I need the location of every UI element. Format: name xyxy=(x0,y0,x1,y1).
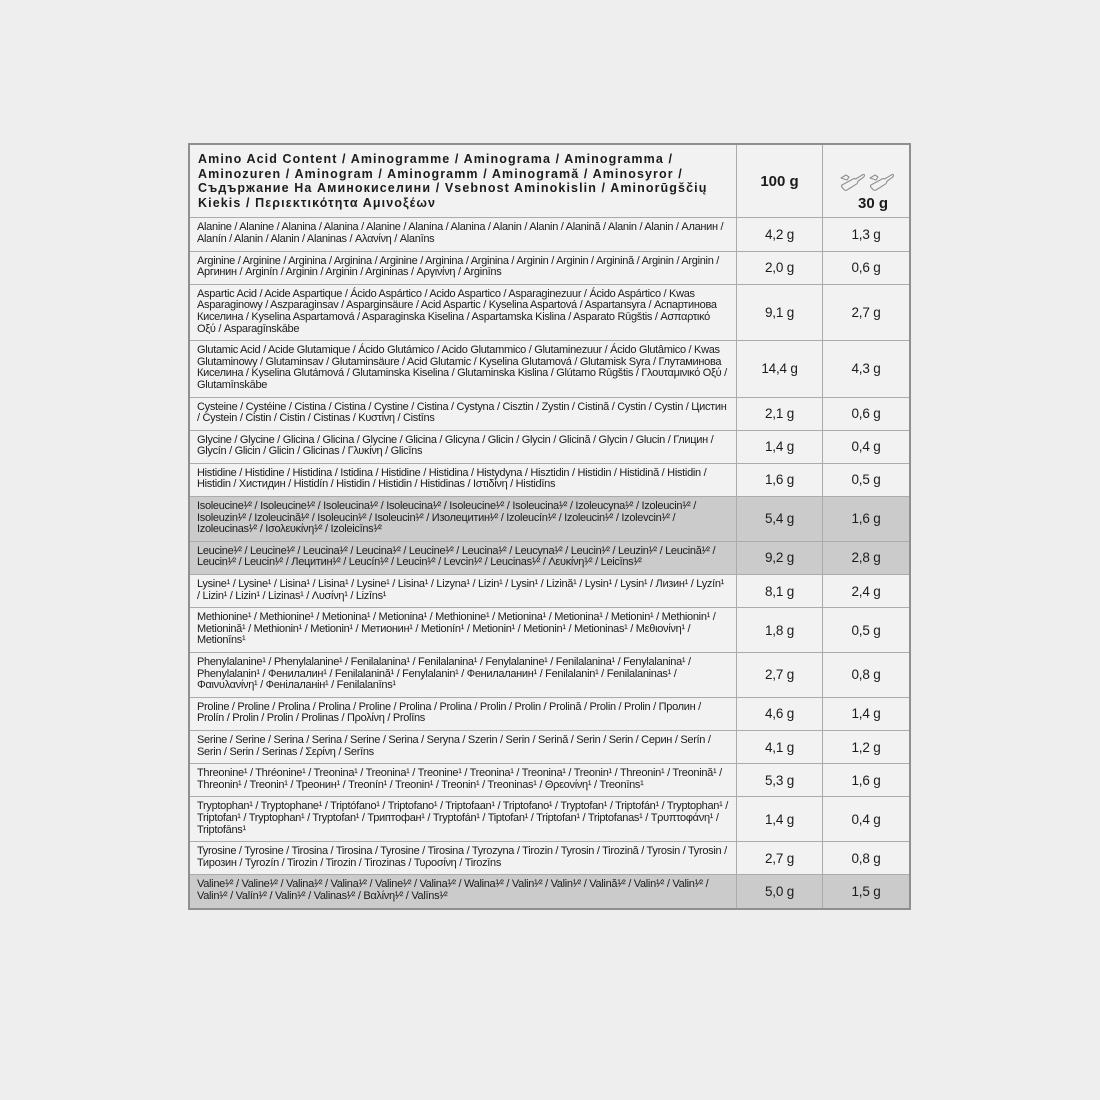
value-100g: 5,4 g xyxy=(736,497,822,541)
value-100g: 1,4 g xyxy=(736,431,822,463)
table-row xyxy=(190,841,909,874)
amino-name: Aspartic Acid / Acide Aspartique / Ácido Aspártico / Acido Aspartico / Asparaginezuur / Ácido Aspártico / Kwas Asparaginowy / Aszparaginsav / Asparginsäure / Acid Aspartic / Kyselina Aspartová / Aspartansyra / Аспартинова Киселина / Kyselina Aspartamová / Asparaginska Kiselina / Aspartamska Kislina / Asparato Rūgštis / Ασπαρτικό Οξύ / Asparagīnskābe xyxy=(190,285,736,340)
table-row xyxy=(190,697,909,730)
amino-name: Leucine¹⁄² / Leucine¹⁄² / Leucina¹⁄² / Leucina¹⁄² / Leucine¹⁄² / Leucina¹⁄² / Leucyna¹⁄² / Leucin¹⁄² / Leuzin¹⁄² / Leucină¹⁄² / Leucin¹⁄² / Leucin¹⁄² / Лецитин¹⁄² / Leucín¹⁄² / Leucin¹⁄² / Levcin¹⁄² / Leucinas¹⁄² / Λευκίνη¹⁄² / Leicīns¹⁄² xyxy=(190,542,736,574)
table-header-row xyxy=(190,145,909,217)
amino-name: Phenylalanine¹ / Phenylalanine¹ / Fenilalanina¹ / Fenilalanina¹ / Fenylalanine¹ / Fenilalanina¹ / Fenylalanina¹ / Phenylalanin¹ / Фенилалин¹ / Fenilalanină¹ / Fenylalanin¹ / Фенилаланин¹ / Fenilalanin¹ / Fenilalaninas¹ / Φαινυλανίνη¹ / Фенілаланін¹ / Fenilalanīns¹ xyxy=(190,653,736,697)
value-30g: 0,5 g xyxy=(822,464,909,496)
amino-name: Threonine¹ / Thréonine¹ / Treonina¹ / Treonina¹ / Treonine¹ / Treonina¹ / Treonina¹ / Treonin¹ / Threonin¹ / Treonină¹ / Threonin¹ / Treonin¹ / Треонин¹ / Treonín¹ / Treonin¹ / Treonin¹ / Treoninas¹ / Θρεονίνη¹ / Treonīns¹ xyxy=(190,764,736,796)
amino-name: Tryptophan¹ / Tryptophane¹ / Triptófano¹ / Triptofano¹ / Triptofaan¹ / Triptofano¹ / Tryptofan¹ / Triptofán¹ / Tryptophan¹ / Triptofan¹ / Tryptophan¹ / Tryptofan¹ / Триптофан¹ / Tryptofán¹ / Tiptofan¹ / Triptofan¹ / Triptofanas¹ / Τρυπτοφάνη¹ / Triptofāns¹ xyxy=(190,797,736,841)
amino-name: Glutamic Acid / Acide Glutamique / Ácido Glutámico / Acido Glutammico / Glutaminezuur / Ácido Glutâmico / Kwas Glutaminowy / Glutaminsav / Glutaminsäure / Acid Glutamic / Kyselina Glutamová / Glutamisk Syra / Глутаминова Киселина / Kyselina Glutámová / Glutaminska Kiselina / Glutaminska Kislina / Glútamo Rūgštis / Γλουταμινικό Οξύ / Glutamīnskābe xyxy=(190,341,736,396)
table-row xyxy=(190,574,909,607)
value-30g: 0,6 g xyxy=(822,252,909,284)
value-30g: 1,3 g xyxy=(822,218,909,250)
value-100g: 1,4 g xyxy=(736,797,822,841)
amino-name: Glycine / Glycine / Glicina / Glicina / Glycine / Glicina / Glicyna / Glicin / Glycin / Glicină / Glycin / Glucin / Глицин / Glycín / Glicin / Glicin / Glicinas / Γλυκίνη / Glicīns xyxy=(190,431,736,463)
table-row xyxy=(190,463,909,496)
table-row xyxy=(190,217,909,250)
value-30g: 1,2 g xyxy=(822,731,909,763)
amino-acid-table xyxy=(188,143,911,910)
value-100g: 2,7 g xyxy=(736,842,822,874)
value-100g: 1,8 g xyxy=(736,608,822,652)
table-row xyxy=(190,251,909,284)
value-100g: 14,4 g xyxy=(736,341,822,396)
amino-name: Isoleucine¹⁄² / Isoleucine¹⁄² / Isoleucina¹⁄² / Isoleucina¹⁄² / Isoleucine¹⁄² / Isoleucina¹⁄² / Izoleucyna¹⁄² / Izoleucin¹⁄² / Isoleuzin¹⁄² / Izoleucină¹⁄² / Isoleucin¹⁄² / Isoleucin¹⁄² / Изолецитин¹⁄² / Izoleucín¹⁄² / Izoleucin¹⁄² / Izolevcin¹⁄² / Izoleucinas¹⁄² / Ισολευκίνη¹⁄² / Izoleicīns¹⁄² xyxy=(190,497,736,541)
amino-name: Proline / Proline / Prolina / Prolina / Proline / Prolina / Prolina / Prolin / Prolin / Prolină / Prolin / Prolin / Пролин / Prolín / Prolin / Prolin / Prolinas / Προλίνη / Prolīns xyxy=(190,698,736,730)
value-30g: 1,6 g xyxy=(822,764,909,796)
table-row xyxy=(190,541,909,574)
table-row xyxy=(190,496,909,541)
value-100g: 4,1 g xyxy=(736,731,822,763)
value-100g: 2,7 g xyxy=(736,653,822,697)
column-header-30g xyxy=(822,145,909,217)
value-30g: 0,4 g xyxy=(822,431,909,463)
table-row xyxy=(190,340,909,396)
value-30g: 2,4 g xyxy=(822,575,909,607)
value-30g: 1,6 g xyxy=(822,497,909,541)
table-row xyxy=(190,652,909,697)
value-100g: 9,1 g xyxy=(736,285,822,340)
amino-name: Alanine / Alanine / Alanina / Alanina / Alanine / Alanina / Alanina / Alanin / Alanin / Alanină / Alanin / Alanin / Аланин / Alanín / Alanin / Alanin / Alaninas / Αλανίνη / Alanīns xyxy=(190,218,736,250)
table-row xyxy=(190,430,909,463)
value-30g: 0,4 g xyxy=(822,797,909,841)
value-30g: 0,8 g xyxy=(822,653,909,697)
amino-name: Valine¹⁄² / Valine¹⁄² / Valina¹⁄² / Valina¹⁄² / Valine¹⁄² / Valina¹⁄² / Walina¹⁄² / Valin¹⁄² / Valin¹⁄² / Valină¹⁄² / Valin¹⁄² / Valin¹⁄² / Valin¹⁄² / Valín¹⁄² / Valin¹⁄² / Valinas¹⁄² / Βαλίνη¹⁄² / Valīns¹⁄² xyxy=(190,875,736,907)
value-30g: 1,5 g xyxy=(822,875,909,907)
amino-name: Tyrosine / Tyrosine / Tirosina / Tirosina / Tyrosine / Tirosina / Tyrozyna / Tirozin / Tyrosin / Tirozină / Tyrosin / Tyrosin / Тирозин / Tyrozín / Tirozin / Tirozin / Tirozinas / Τυροσίνη / Tirozīns xyxy=(190,842,736,874)
value-100g: 5,0 g xyxy=(736,875,822,907)
table-row xyxy=(190,730,909,763)
amino-name: Cysteine / Cystéine / Cistina / Cistina / Cystine / Cistina / Cystyna / Cisztin / Zystin / Cistină / Cystin / Cystin / Цистин / Cystein / Cistin / Cistin / Cistinas / Κυστίνη / Cistīns xyxy=(190,398,736,430)
value-100g: 8,1 g xyxy=(736,575,822,607)
table-row xyxy=(190,763,909,796)
value-100g: 9,2 g xyxy=(736,542,822,574)
value-100g: 4,2 g xyxy=(736,218,822,250)
value-30g: 0,8 g xyxy=(822,842,909,874)
value-100g: 2,0 g xyxy=(736,252,822,284)
amino-name: Serine / Serine / Serina / Serina / Serine / Serina / Seryna / Szerin / Serin / Serină / Serin / Serin / Серин / Serín / Serin / Serin / Serinas / Σερίνη / Serīns xyxy=(190,731,736,763)
table-row xyxy=(190,607,909,652)
value-100g: 4,6 g xyxy=(736,698,822,730)
value-30g: 0,6 g xyxy=(822,398,909,430)
amino-name: Methionine¹ / Methionine¹ / Metionina¹ / Metionina¹ / Methionine¹ / Metionina¹ / Metionina¹ / Metionin¹ / Methionin¹ / Metionină¹ / Methionin¹ / Metionin¹ / Метионин¹ / Metionín¹ / Metionin¹ / Metionin¹ / Metioninas¹ / Μεθιονίνη¹ / Metionīns¹ xyxy=(190,608,736,652)
value-30g: 2,7 g xyxy=(822,285,909,340)
value-100g: 1,6 g xyxy=(736,464,822,496)
table-row xyxy=(190,284,909,340)
amino-name: Lysine¹ / Lysine¹ / Lisina¹ / Lisina¹ / Lysine¹ / Lisina¹ / Lizyna¹ / Lizin¹ / Lysin¹ / Lizină¹ / Lysin¹ / Lysin¹ / Лизин¹ / Lyzín¹ / Lizin¹ / Lizin¹ / Lizinas¹ / Λυσίνη¹ / Lizīns¹ xyxy=(190,575,736,607)
value-100g: 2,1 g xyxy=(736,398,822,430)
column-header-100g: 100 g xyxy=(736,145,822,217)
measuring-scoop-icon xyxy=(839,172,865,192)
measuring-scoop-icon xyxy=(868,172,894,192)
amino-name: Histidine / Histidine / Histidina / Istidina / Histidine / Histidina / Histydyna / Hisztidin / Histidin / Histidină / Histidin / Histidin / Хистидин / Histidín / Histidin / Histidin / Histidinas / Ιστιδίνη / Histidīns xyxy=(190,464,736,496)
table-row xyxy=(190,874,909,907)
table-row xyxy=(190,796,909,841)
table-row xyxy=(190,397,909,430)
value-30g: 2,8 g xyxy=(822,542,909,574)
value-100g: 5,3 g xyxy=(736,764,822,796)
value-30g: 0,5 g xyxy=(822,608,909,652)
column-header-30g-label: 30 g xyxy=(857,195,888,213)
value-30g: 1,4 g xyxy=(822,698,909,730)
amino-name: Arginine / Arginine / Arginina / Arginina / Arginine / Arginina / Arginina / Arginin / Arginin / Arginină / Arginin / Arginin / Аргинин / Arginín / Arginin / Arginin / Argininas / Αργινίνη / Arginīns xyxy=(190,252,736,284)
table-title: Amino Acid Content / Aminogramme / Aminograma / Aminogramma / Aminozuren / Aminogram / Aminogramm / Aminogramă / Aminosyror / Съдържание На Аминокиселини / Vsebnost Aminokislin / Aminorūgščių Kiekis / Περιεκτικότητα Αμινοξέων xyxy=(190,145,736,217)
scoop-icons xyxy=(839,172,894,192)
value-30g: 4,3 g xyxy=(822,341,909,396)
